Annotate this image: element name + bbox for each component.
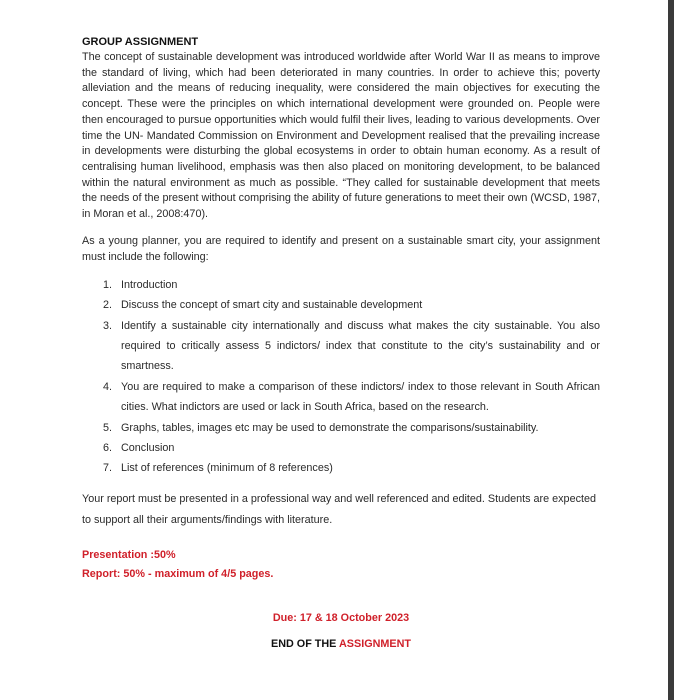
document-page [82,34,600,657]
requirements-list [82,275,600,479]
report-weight: Report: 50% - maximum of 4/5 pages. [82,568,274,581]
list-item [82,418,600,438]
list-text: You are required to make a comparison of these indictors/ index to those relevant in South African cities. What indictors are used or lack in South Africa, based on the research. [121,380,600,414]
list-text: Discuss the concept of smart city and sustainable development [121,299,423,312]
list-item [82,316,600,377]
list-number: 6. [103,441,113,454]
list-item [82,377,600,418]
list-item [82,458,600,478]
due-date: Due: 17 & 18 October 2023 [272,611,410,624]
list-item [82,295,600,315]
end-prefix: END OF THE [271,637,337,650]
list-number: 2. [103,299,113,312]
list-text: Introduction [121,278,178,291]
list-text: Graphs, tables, images etc may be used to demonstrate the comparisons/sustainability. [121,421,539,434]
list-number: 7. [103,462,113,475]
footer-section [82,605,600,657]
marks-section [82,546,600,585]
list-item [82,438,600,458]
list-item [82,275,600,295]
list-text: Conclusion [121,441,175,454]
list-number: 4. [103,380,113,393]
end-line [82,631,600,657]
list-text: List of references (minimum of 8 references) [121,462,333,475]
report-paragraph: Your report must be presented in a professional way and well referenced and edited. Students are expected to support all their arguments/findings with literature. [82,492,596,526]
presentation-weight: Presentation :50% [82,548,176,561]
list-number: 1. [103,278,113,291]
list-number: 3. [103,319,113,332]
task-paragraph: As a young planner, you are required to identify and present on a sustainable smart city, your assignment must include the following: [82,234,600,263]
end-suffix: ASSIGNMENT [339,637,411,650]
list-text: Identify a sustainable city internationally and discuss what makes the city sustainable. You also required to critically assess 5 indictors/ index that constitute to the city’s sustainability and or smartness. [121,319,600,373]
page-edge-border [668,0,674,700]
list-number: 5. [103,421,113,434]
intro-paragraph: The concept of sustainable development was introduced worldwide after World War II as means to improve the standard of living, which had been deteriorated in many countries. In order to achieve this; poverty alleviation and the means of reducing inequality, were considered the main objectives for executing the concept. These were the principles on which international development were grounded on. People were then encouraged to pursue opportunities which would fulfil their lives, leading to various developments. Over time the UN- Mandated Commission on Environment and Development realised that the prevailing increase in developments were disturbing the global ecosystems in order to obtain human economy. As a result of centralising human livelihood, emphasis was then also placed on monitoring development, to be balanced within the natural environment as much as possible. “They called for sustainable development that meets the needs of the present without comprising the ability of future generations to meet their own (WCSD, 1987, in Moran et al., 2008:470). [82,51,600,221]
document-title: GROUP ASSIGNMENT [82,36,199,48]
